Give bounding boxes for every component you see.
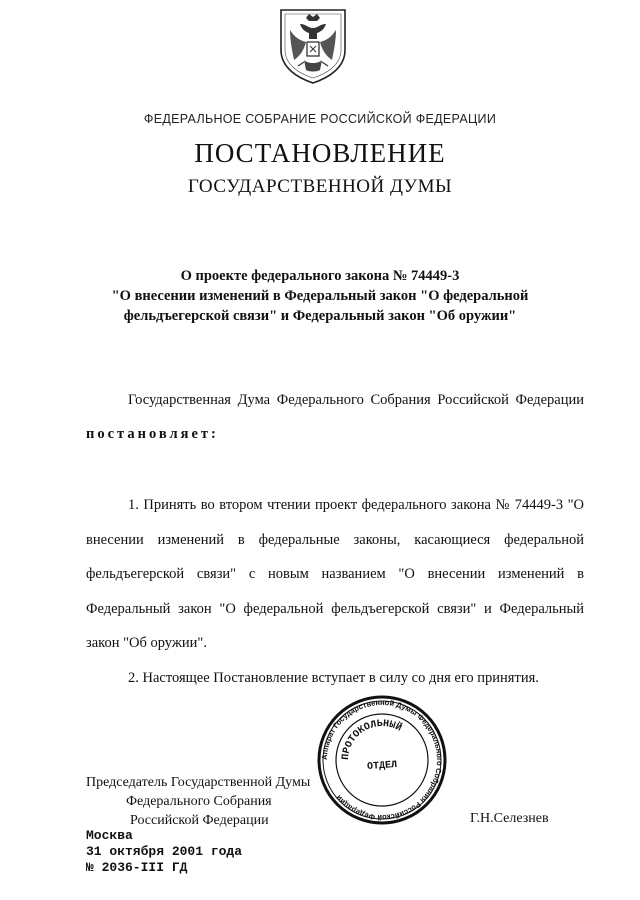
coat-of-arms-emblem (276, 6, 350, 86)
seal-center-text: ОТДЕЛ (366, 759, 398, 774)
signing-date: 31 октября 2001 года (86, 844, 243, 859)
signatory-title-line: Председатель Государственной Думы (86, 775, 311, 790)
bill-reference-line: фельдъегерской связи" и Федеральный закон "Об оружии" (123, 308, 517, 324)
resolution-item-1-text: 1. Принять во втором чтении проект федерального закона № 74449-3 "О внесении изменений в федеральные законы, касающиеся федеральной фельдъегерской связи" с новым названием "О внесении изменений в Федеральный закон "О федеральной фельдъегерской связи" и Федеральный (86, 497, 584, 617)
resolution-item-2: 2. Настоящее Постановление вступает в силу со дня его принятия. (128, 670, 539, 686)
signatory-title-line: Федерального Собрания (126, 794, 272, 809)
signatory-name: Г.Н.Селезнев (470, 811, 549, 826)
resolution-item-1-tail: закон "Об оружии". (86, 635, 207, 651)
protocol-department-seal (316, 694, 448, 826)
bill-reference-line: "О внесении изменений в Федеральный закон "О федеральной (111, 288, 529, 304)
seal-outer-ring-text: Аппарат Государственной Думы Федерального Собрания Российской Федерации (319, 697, 445, 823)
document-number: № 2036-III ГД (86, 860, 188, 875)
resolution-item-1 (86, 488, 584, 626)
federal-assembly-heading: ФЕДЕРАЛЬНОЕ СОБРАНИЕ РОССИЙСКОЙ ФЕДЕРАЦИИ (143, 112, 497, 126)
bill-reference (80, 266, 560, 326)
preamble-paragraph: Государственная Дума Федерального Собрания Российской Федерации (128, 392, 584, 408)
document-issuer-title: ГОСУДАРСТВЕННОЙ ДУМЫ (187, 176, 453, 197)
document-type-title: ПОСТАНОВЛЕНИЕ (194, 138, 446, 168)
seal-inner-ring-text: ПРОТОКОЛЬНЫЙ (340, 718, 404, 761)
resolves-label: постановляет: (86, 426, 219, 442)
svg-text:ПРОТОКОЛЬНЫЙ (341, 719, 405, 760)
signatory-title-line: Российской Федерации (130, 813, 269, 828)
place-of-signing: Москва (86, 828, 133, 843)
bill-reference-line: О проекте федерального закона № 74449-3 (180, 268, 460, 284)
